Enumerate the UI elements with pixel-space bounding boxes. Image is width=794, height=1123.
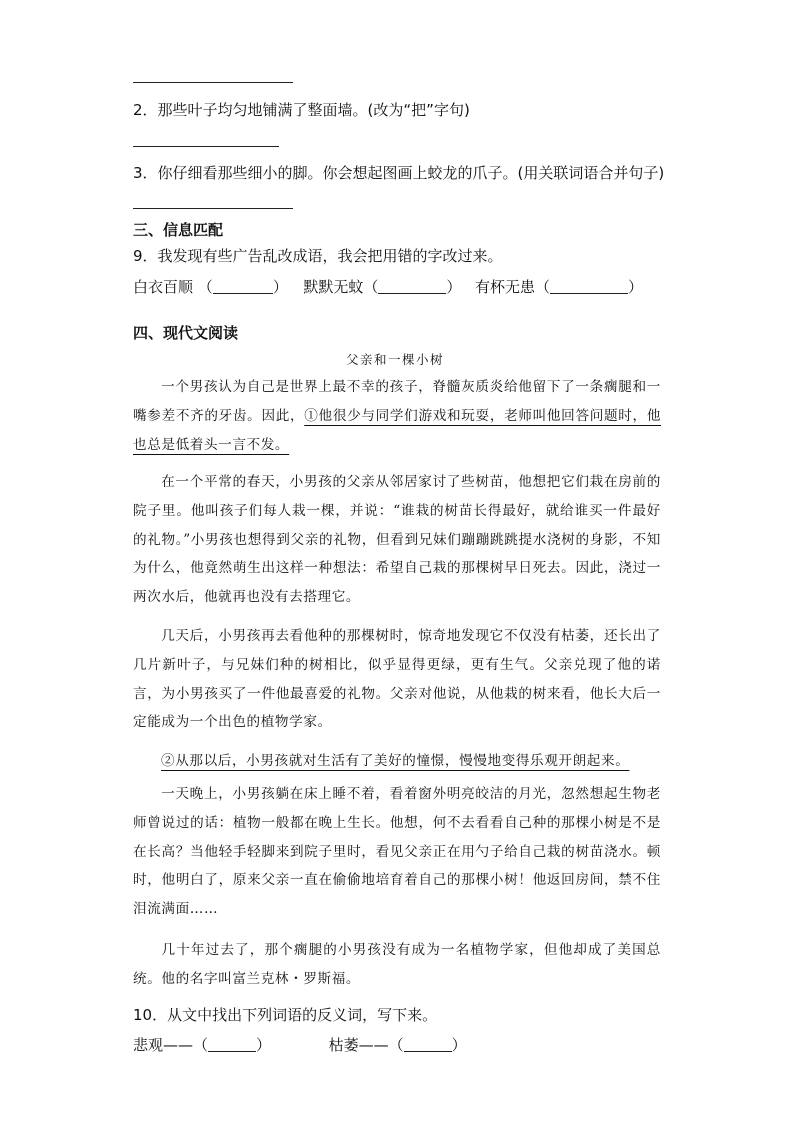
close-paren: ）: [451, 1036, 467, 1054]
paragraph-1-intro: 一个男孩认为自己是世界上最不幸的孩子，脊髓灰质炎给他留下了一条瘸腿和一嘴参差不齐的牙齿。因此，: [133, 379, 661, 424]
close-paren: ）: [272, 278, 288, 296]
open-paren: （: [535, 278, 551, 296]
section-3-heading: 三、信息匹配: [133, 221, 224, 239]
question-10: 10．从文中找出下列词语的反义词，写下来。: [133, 1006, 438, 1024]
paragraph-5: [133, 780, 661, 924]
open-paren: （: [197, 278, 213, 296]
idiom-row: [133, 276, 643, 297]
underlined-sentence-1: ①他很少与同学们游戏和玩耍，老师叫他回答问题时，他也总是低着头一言不发。: [133, 407, 662, 453]
section-4-heading: 四、现代文阅读: [133, 324, 239, 342]
antonym-2-blank[interactable]: [404, 1037, 452, 1052]
paragraph-2: [133, 468, 661, 612]
antonym-word-2: 枯萎——: [328, 1036, 389, 1054]
paragraph-1: [133, 373, 661, 459]
answer-line-2[interactable]: [133, 146, 279, 147]
paragraph-4: [133, 747, 661, 776]
open-paren: （: [363, 278, 379, 296]
close-paren: ）: [446, 278, 462, 296]
underlined-sentence-2: ②从那以后，小男孩就对生活有了美好的憧憬，慢慢地变得乐观开朗起来。: [161, 753, 630, 769]
question-8-2: 2．那些叶子均匀地铺满了整面墙。(改为“把”字句): [133, 101, 470, 119]
open-paren: （: [388, 1036, 404, 1054]
idiom-2-blank[interactable]: [378, 279, 446, 294]
close-paren: ）: [628, 278, 644, 296]
antonym-1-blank[interactable]: [208, 1037, 256, 1052]
antonym-word-1: 悲观——: [133, 1036, 194, 1054]
answer-line-1[interactable]: [133, 82, 293, 83]
paragraph-3-text: 几天后，小男孩再去看他种的那棵树时，惊奇地发现它不仅没有枯萎，还长出了几片新叶子，与兄妹们种的树相比，似乎显得更绿，更有生气。父亲兑现了他的诺言，为小男孩买了一件他最喜爱的礼物。父亲对他说，从他栽的树来看，他长大后一定能成为一个出色的植物学家。: [133, 628, 661, 731]
paragraph-5-text: 一天晚上，小男孩躺在床上睡不着，看着窗外明亮皎洁的月光，忽然想起生物老师曾说过的话：植物一般都在晚上生长。他想，何不去看看自己种的那棵小树是不是在长高？当他轻手轻脚来到院子里时，看见父亲正在用勺子给自己栽的树苗浇水。顿时，他明白了，原来父亲一直在偷偷地培育着自己的那棵小树！他返回房间，禁不住泪流满面……: [133, 786, 661, 918]
paragraph-2-text: 在一个平常的春天，小男孩的父亲从邻居家讨了些树苗，他想把它们栽在房前的院子里。他叫孩子们每人栽一棵，并说：“谁栽的树苗长得最好，就给谁买一件最好的礼物。”小男孩也想得到父亲的礼物，但看到兄妹们蹦蹦跳跳提水浇树的身影，不知为什么，他竟然萌生出这样一种想法：希望自己栽的那棵树早日死去。因此，浇过一两次水后，他就再也没有去搭理它。: [133, 474, 661, 606]
paragraph-6-text: 几十年过去了，那个瘸腿的小男孩没有成为一名植物学家，但他却成了美国总统。他的名字叫富兰克林・罗斯福。: [133, 942, 661, 987]
antonym-row: [133, 1034, 467, 1055]
paragraph-3: [133, 622, 661, 737]
story-title: 父亲和一棵小树: [346, 352, 445, 367]
question-9: 9．我发现有些广告乱改成语，我会把用错的字改过来。: [133, 247, 503, 265]
close-paren: ）: [256, 1036, 272, 1054]
paragraph-6: [133, 936, 661, 994]
idiom-1: 白衣百顺: [133, 278, 194, 296]
idiom-3-blank[interactable]: [550, 279, 628, 294]
idiom-2: 默默无蚊: [303, 278, 364, 296]
question-8-3: 3．你仔细看那些细小的脚。你会想起图画上蛟龙的爪子。(用关联词语合并句子): [133, 164, 665, 182]
idiom-3: 有杯无患: [475, 278, 536, 296]
idiom-1-blank[interactable]: [213, 279, 273, 294]
open-paren: （: [193, 1036, 209, 1054]
answer-line-3[interactable]: [133, 208, 293, 209]
